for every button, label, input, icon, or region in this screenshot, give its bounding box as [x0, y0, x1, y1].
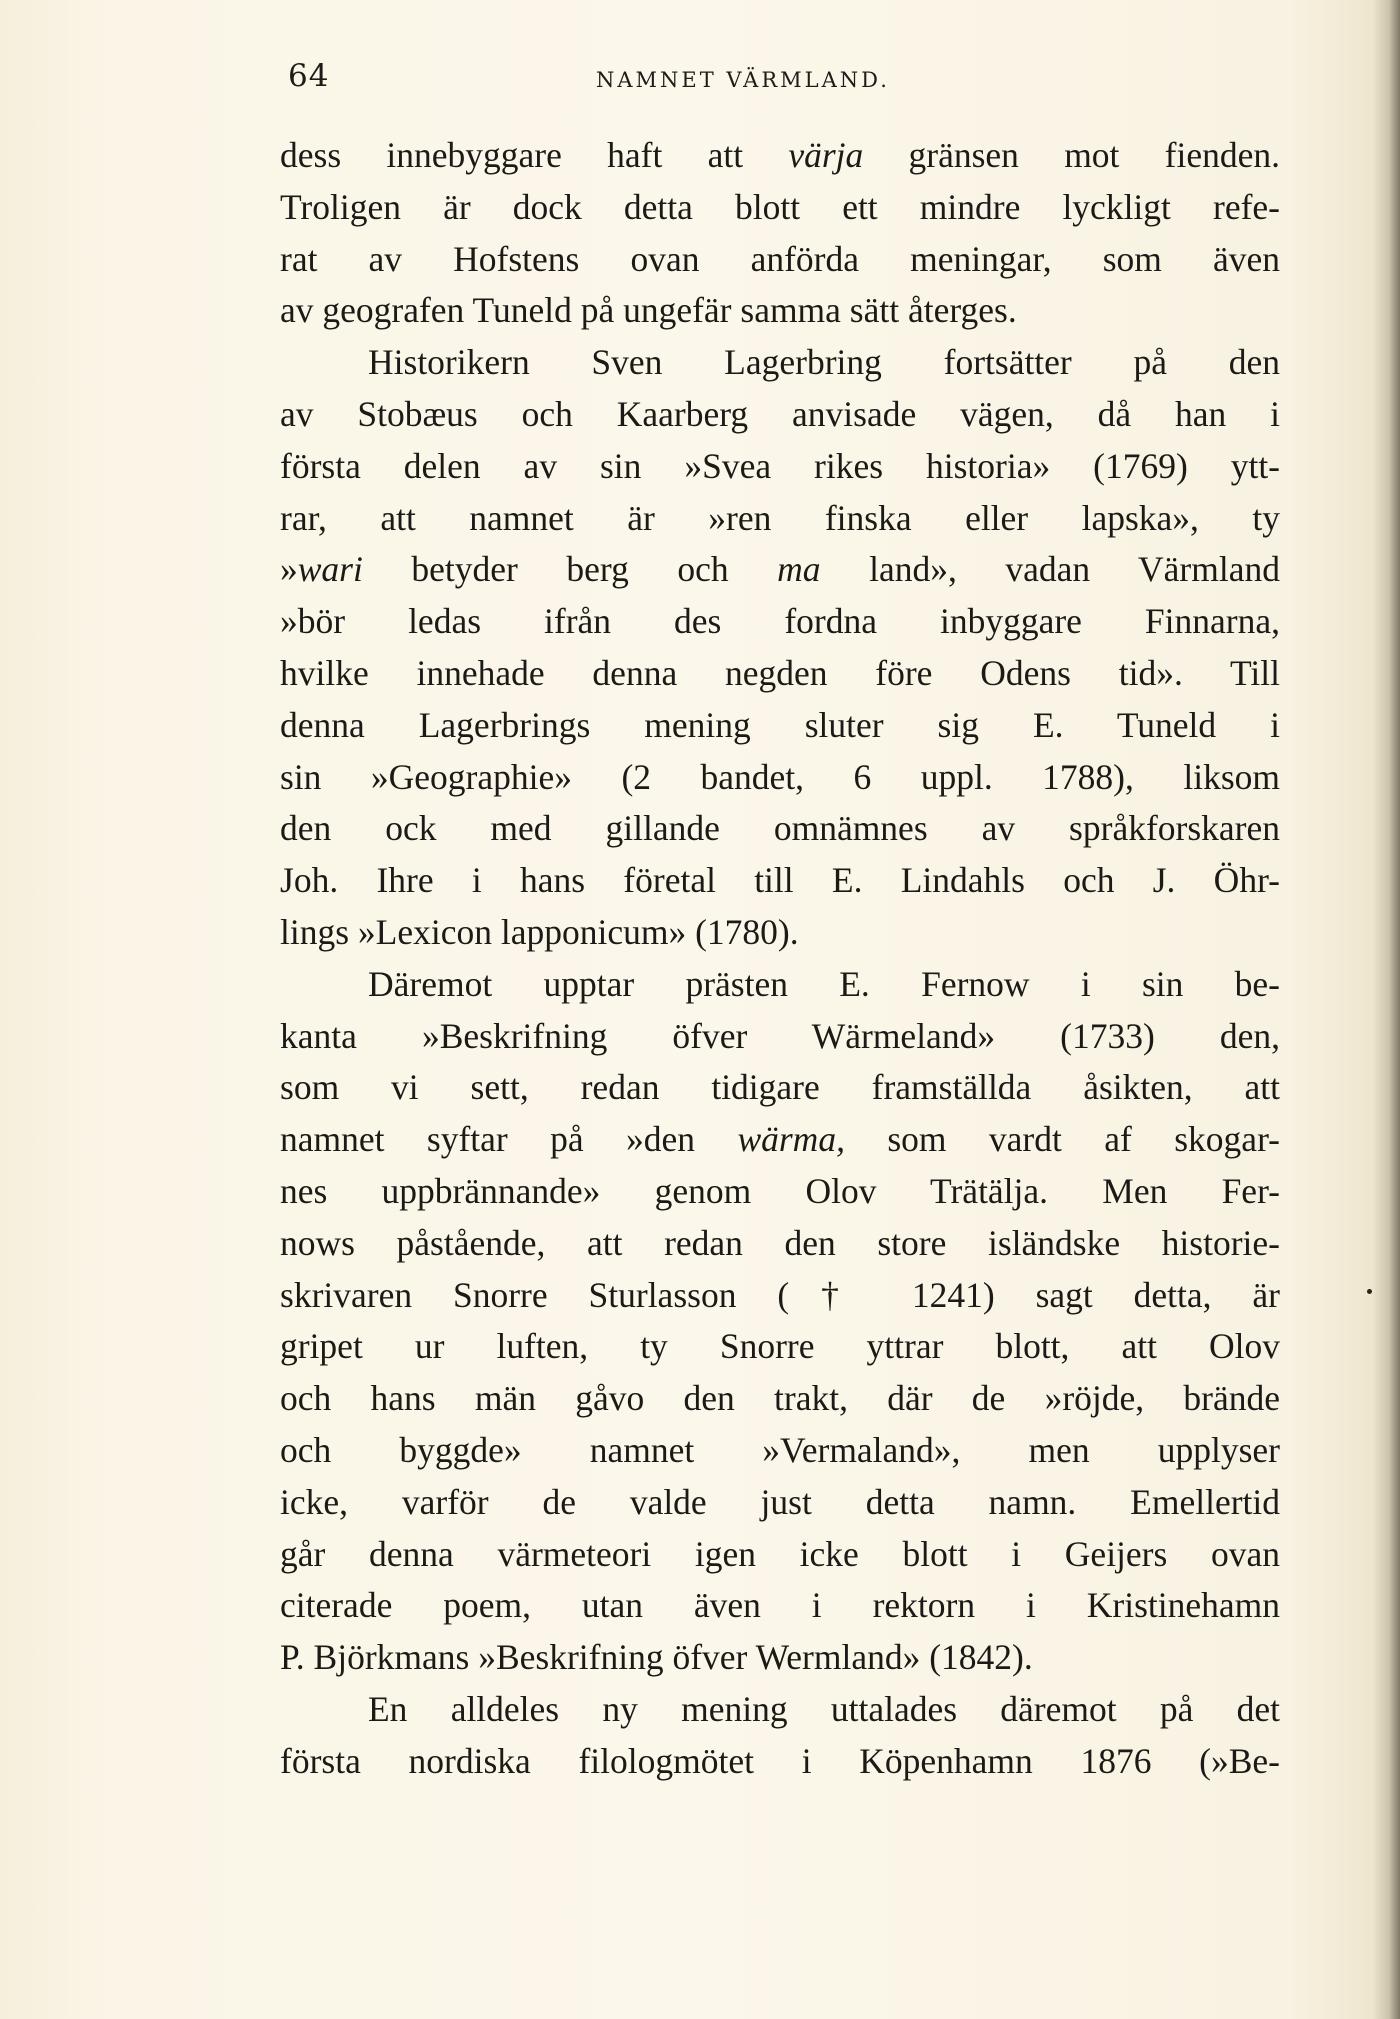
text-line: gripet ur luften, ty Snorre yttrar blott, att Olov: [280, 1326, 1280, 1367]
text-line: den ock med gillande omnämnes av språkforskaren: [280, 808, 1280, 849]
text-line: »bör ledas ifrån des fordna inbyggare Finnarna,: [280, 601, 1280, 642]
text-line: första delen av sin »Svea rikes historia» (1769) ytt-: [280, 445, 1280, 486]
text-line: icke, varför de valde just detta namn. Emellertid: [280, 1481, 1280, 1522]
text-line: av geografen Tuneld på ungefär samma sätt återges.: [280, 290, 1017, 331]
text-line: första nordiska filologmötet i Köpenhamn 1876 (»Be-: [280, 1740, 1280, 1781]
text-line: Joh. Ihre i hans företal till E. Lindahls och J. Öhr-: [280, 860, 1280, 901]
text-line: Troligen är dock detta blott ett mindre lyckligt refe-: [280, 186, 1280, 227]
text-line: lings »Lexicon lapponicum» (1780).: [280, 911, 799, 952]
text-line: P. Björkmans »Beskrifning öfver Wermland» (1842).: [280, 1637, 1033, 1678]
text-line: rat av Hofstens ovan anförda meningar, som även: [280, 238, 1280, 279]
text-line: och byggde» namnet »Vermaland», men upplyser: [280, 1429, 1280, 1470]
text-line: kanta »Beskrifning öfver Wärmeland» (1733) den,: [280, 1015, 1280, 1056]
text-line: går denna värmeteori igen icke blott i Geijers ovan: [280, 1533, 1280, 1574]
page-edge-shadow: [1372, 0, 1400, 2019]
text-line: skrivaren Snorre Sturlasson († 1241) sagt detta, är: [280, 1274, 1280, 1315]
text-line: hvilke innehade denna negden före Odens tid». Till: [280, 652, 1280, 693]
text-line: rar, att namnet är »ren finska eller lapska», ty: [280, 497, 1280, 538]
text-line: Däremot upptar prästen E. Fernow i sin be-: [368, 963, 1280, 1004]
body-text: [280, 130, 1280, 1788]
text-line: dess innebyggare haft att värja gränsen mot fienden.: [280, 135, 1281, 175]
text-line: sin »Geographie» (2 bandet, 6 uppl. 1788), liksom: [280, 756, 1280, 797]
text-line: »wari betyder berg och ma land», vadan Värmland: [280, 549, 1280, 590]
page-number: 64: [288, 58, 330, 94]
text-line: nows påstående, att redan den store isländske historie-: [280, 1222, 1280, 1263]
text-line: citerade poem, utan även i rektorn i Kristinehamn: [280, 1585, 1280, 1626]
page-header: [288, 58, 1288, 108]
text-line: namnet syftar på »den wärma, som vardt af skogar-: [280, 1119, 1280, 1160]
text-line: av Stobæus och Kaarberg anvisade vägen, då han i: [280, 393, 1280, 434]
ink-speck: [1367, 1289, 1372, 1294]
text-line: och hans män gåvo den trakt, där de »röjde, brände: [280, 1378, 1280, 1419]
text-line: Historikern Sven Lagerbring fortsätter på den: [368, 342, 1280, 383]
text-line: denna Lagerbrings mening sluter sig E. Tuneld i: [280, 704, 1280, 745]
text-line: nes uppbrännande» genom Olov Trätälja. Men Fer-: [280, 1170, 1280, 1211]
text-line: En alldeles ny mening uttalades däremot på det: [368, 1688, 1280, 1729]
text-line: som vi sett, redan tidigare framställda åsikten, att: [280, 1067, 1280, 1108]
running-head: NAMNET VÄRMLAND.: [596, 68, 890, 92]
